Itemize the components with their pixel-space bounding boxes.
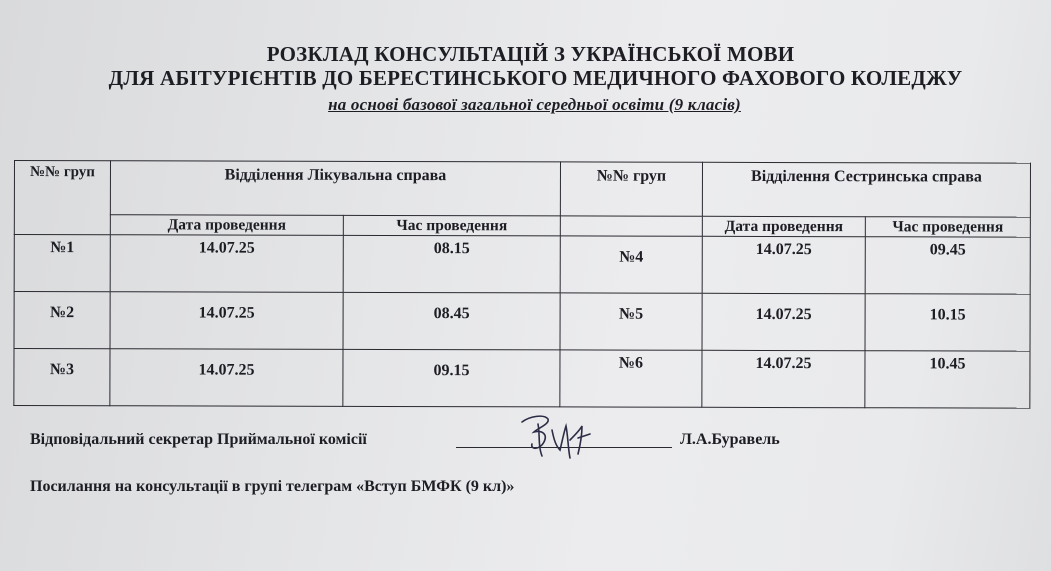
group-left-cell: №1 xyxy=(14,235,110,292)
date-right-cell: 14.07.25 xyxy=(702,350,865,407)
date-left-cell: 14.07.25 xyxy=(110,349,343,407)
consultation-schedule-table xyxy=(13,160,1031,409)
header-time-left: Час проведення xyxy=(343,215,560,236)
document-subtitle: на основі базової загальної середньої освіти (9 класів) xyxy=(328,95,741,114)
group-right-cell: №5 xyxy=(560,293,702,350)
header-empty-cell xyxy=(560,216,702,236)
header-date-left: Дата проведення xyxy=(110,215,343,236)
table-row xyxy=(14,235,1030,295)
date-right-cell: 14.07.25 xyxy=(702,293,865,350)
time-left-cell: 09.15 xyxy=(343,349,560,407)
date-left-cell: 14.07.25 xyxy=(110,292,343,350)
telegram-link-note: Посилання на консультації в групі телеграм «Вступ БМФК (9 кл)» xyxy=(30,478,515,495)
group-left-cell: №3 xyxy=(14,349,110,406)
time-left-cell: 08.45 xyxy=(343,292,560,350)
header-groups-right: №№ груп xyxy=(560,162,702,216)
header-time-right: Час проведення xyxy=(865,217,1030,237)
table-row xyxy=(14,349,1030,409)
header-groups-left xyxy=(14,161,110,235)
group-left-cell: №2 xyxy=(14,292,110,349)
group-right-cell: №4 xyxy=(560,236,702,293)
date-left-cell: 14.07.25 xyxy=(110,235,343,293)
header-dept-left: Відділення Лікувальна справа xyxy=(110,161,560,216)
secretary-name: Л.А.Буравель xyxy=(680,431,780,448)
header-groups-left-label: №№ груп xyxy=(29,164,95,181)
header-date-right: Дата проведення xyxy=(702,216,865,236)
document-title-line-1: РОЗКЛАД КОНСУЛЬТАЦІЙ З УКРАЇНСЬКОЇ МОВИ xyxy=(266,42,795,66)
time-left-cell: 08.15 xyxy=(343,235,560,293)
header-dept-right: Відділення Сестринська справа xyxy=(702,162,1030,217)
table-row xyxy=(14,292,1030,352)
document-title-line-2: ДЛЯ АБІТУРІЄНТІВ ДО БЕРЕСТИНСЬКОГО МЕДИЧНОГО ФАХОВОГО КОЛЕДЖУ xyxy=(108,66,963,90)
table-header-row xyxy=(14,161,1030,218)
group-right-cell: №6 xyxy=(560,350,702,407)
handwritten-signature xyxy=(508,410,598,462)
date-right-cell: 14.07.25 xyxy=(702,236,865,293)
time-right-cell: 09.45 xyxy=(865,237,1030,294)
time-right-cell: 10.45 xyxy=(865,351,1030,408)
time-right-cell: 10.15 xyxy=(865,294,1030,351)
table-subheader-row xyxy=(14,215,1030,238)
secretary-label: Відповідальний секретар Приймальної комісії xyxy=(30,431,367,448)
